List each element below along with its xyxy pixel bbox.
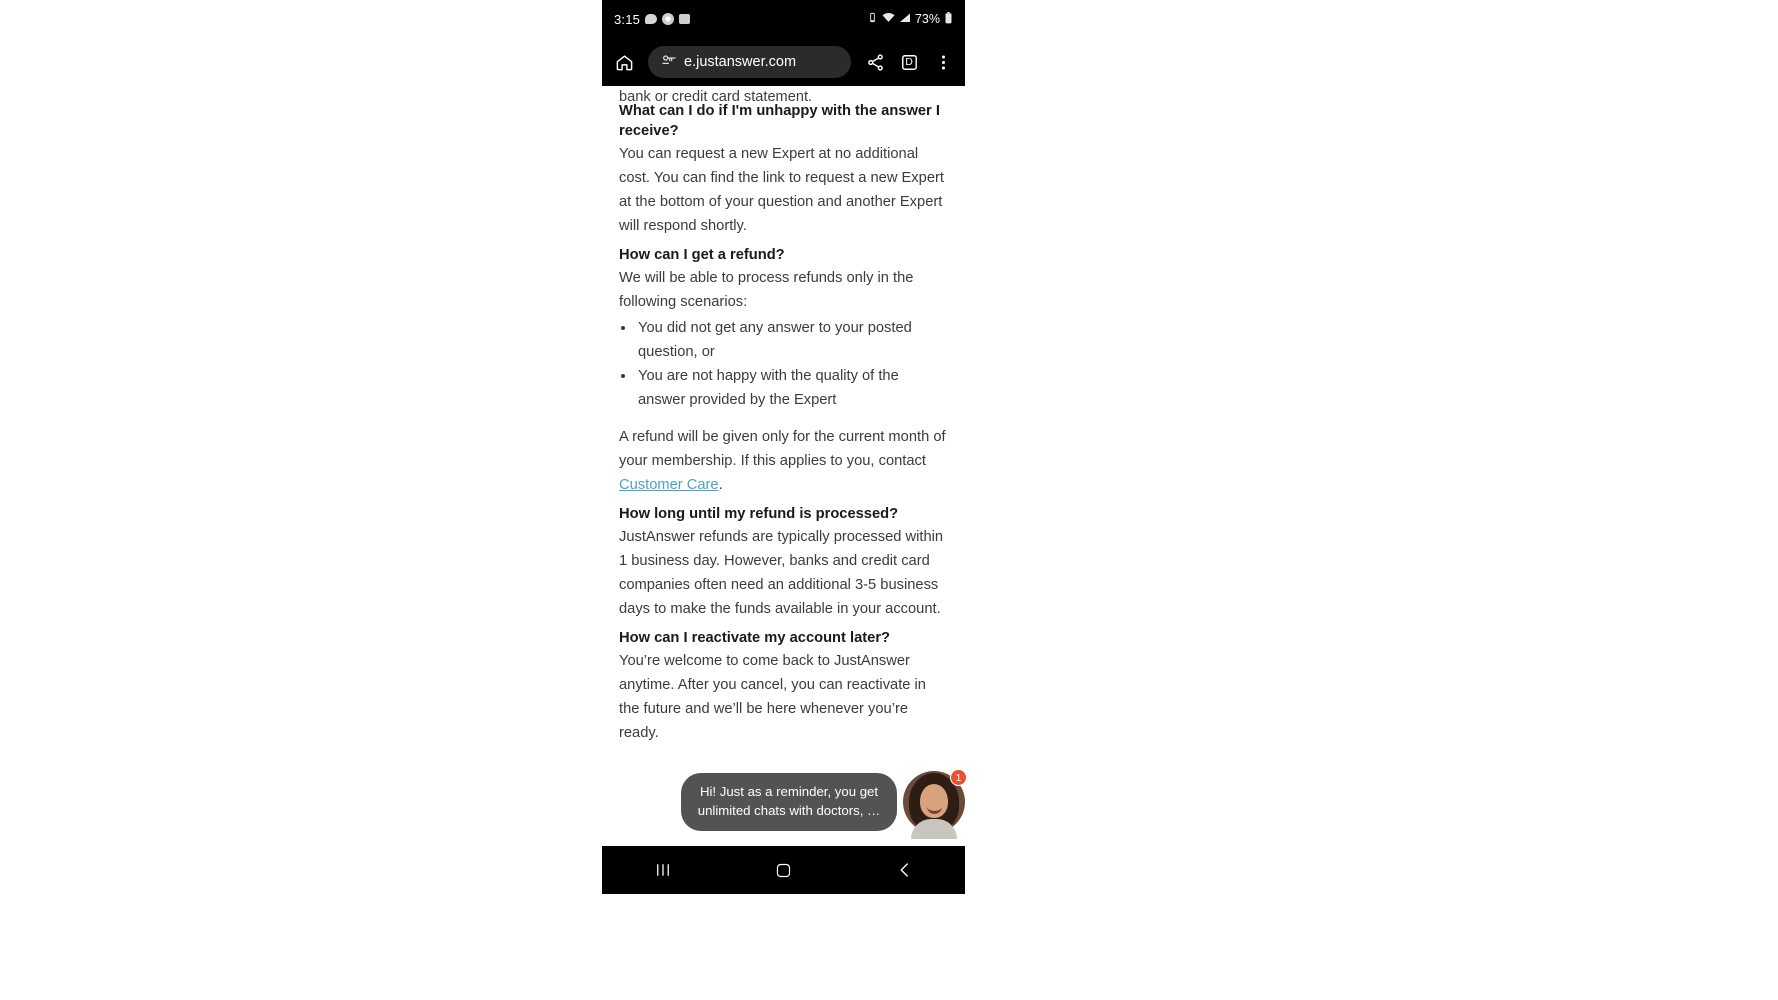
faq-heading-unhappy: What can I do if I'm unhappy with the answer I receive? xyxy=(619,103,940,139)
phone-screen xyxy=(602,0,965,884)
spacer xyxy=(619,412,948,426)
list-item: • You are not happy with the quality of the answer provided by the Expert xyxy=(636,365,948,413)
customer-care-link[interactable]: Customer Care xyxy=(619,477,719,494)
home-icon[interactable] xyxy=(612,50,636,74)
refund-scenarios-list xyxy=(619,317,948,413)
alarm-icon xyxy=(867,12,878,26)
battery-percent: 73% xyxy=(914,12,940,26)
url-bar[interactable] xyxy=(648,46,851,78)
status-bar-left xyxy=(614,12,690,27)
tab-switcher-button[interactable] xyxy=(897,50,921,74)
refund-note-suffix: . xyxy=(718,477,723,494)
chat-message-bubble[interactable]: Hi! Just as a reminder, you get unlimited chats with doctors, … xyxy=(681,773,897,830)
cut-off-text: bank or credit card statement. xyxy=(619,89,813,105)
agent-avatar[interactable] xyxy=(903,771,965,833)
wifi-icon xyxy=(882,12,895,26)
list-item: • You did not get any answer to your posted question, or xyxy=(636,317,948,365)
status-bar xyxy=(602,0,965,38)
status-bar-right xyxy=(867,12,953,27)
faq-body-unhappy: You can request a new Expert at no additional cost. You can find the link to request a new Expert at the bottom of your question and another Expert will respond shortly. xyxy=(619,145,944,234)
faq-body-reactivate: You’re welcome to come back to JustAnswer anytime. After you cancel, you can reactivate in the future and we’ll be here whenever you’re ready. xyxy=(619,653,926,741)
share-icon[interactable] xyxy=(863,50,887,74)
cellular-signal-icon xyxy=(899,12,911,26)
more-options-icon[interactable] xyxy=(931,50,955,74)
home-button[interactable] xyxy=(754,852,814,888)
recents-button[interactable] xyxy=(633,852,693,888)
faq-heading-refund: How can I get a refund? xyxy=(619,246,785,263)
site-settings-icon[interactable] xyxy=(661,52,677,73)
faq-body-refund-note xyxy=(619,426,948,498)
url-text: e.justanswer.com xyxy=(684,54,797,70)
webpage-content xyxy=(602,86,965,846)
faq-body-processing-time: JustAnswer refunds are typically processed within 1 business day. However, banks and credit card companies often need an additional 3-5 business days to make the funds available in your account. xyxy=(619,529,944,618)
back-button[interactable] xyxy=(875,852,935,888)
faq-heading-reactivate: How can I reactivate my account later? xyxy=(619,630,891,647)
faq-heading-processing-time: How long until my refund is processed? xyxy=(619,506,899,523)
refund-note-prefix: A refund will be given only for the current month of your membership. If this applies to you, contact xyxy=(619,429,946,470)
chat-overlay[interactable] xyxy=(681,771,965,833)
status-clock: 3:15 xyxy=(614,11,641,27)
chat-unread-badge: 1 xyxy=(950,769,967,786)
tab-count-label: D xyxy=(905,56,913,68)
photo-icon xyxy=(679,14,690,24)
faq-body-refund: We will be able to process refunds only in the following scenarios: xyxy=(619,269,914,310)
message-bubble-icon xyxy=(645,14,657,24)
gear-icon xyxy=(662,13,674,25)
battery-icon xyxy=(944,12,953,27)
browser-toolbar xyxy=(602,38,965,86)
android-nav-bar xyxy=(602,846,965,894)
